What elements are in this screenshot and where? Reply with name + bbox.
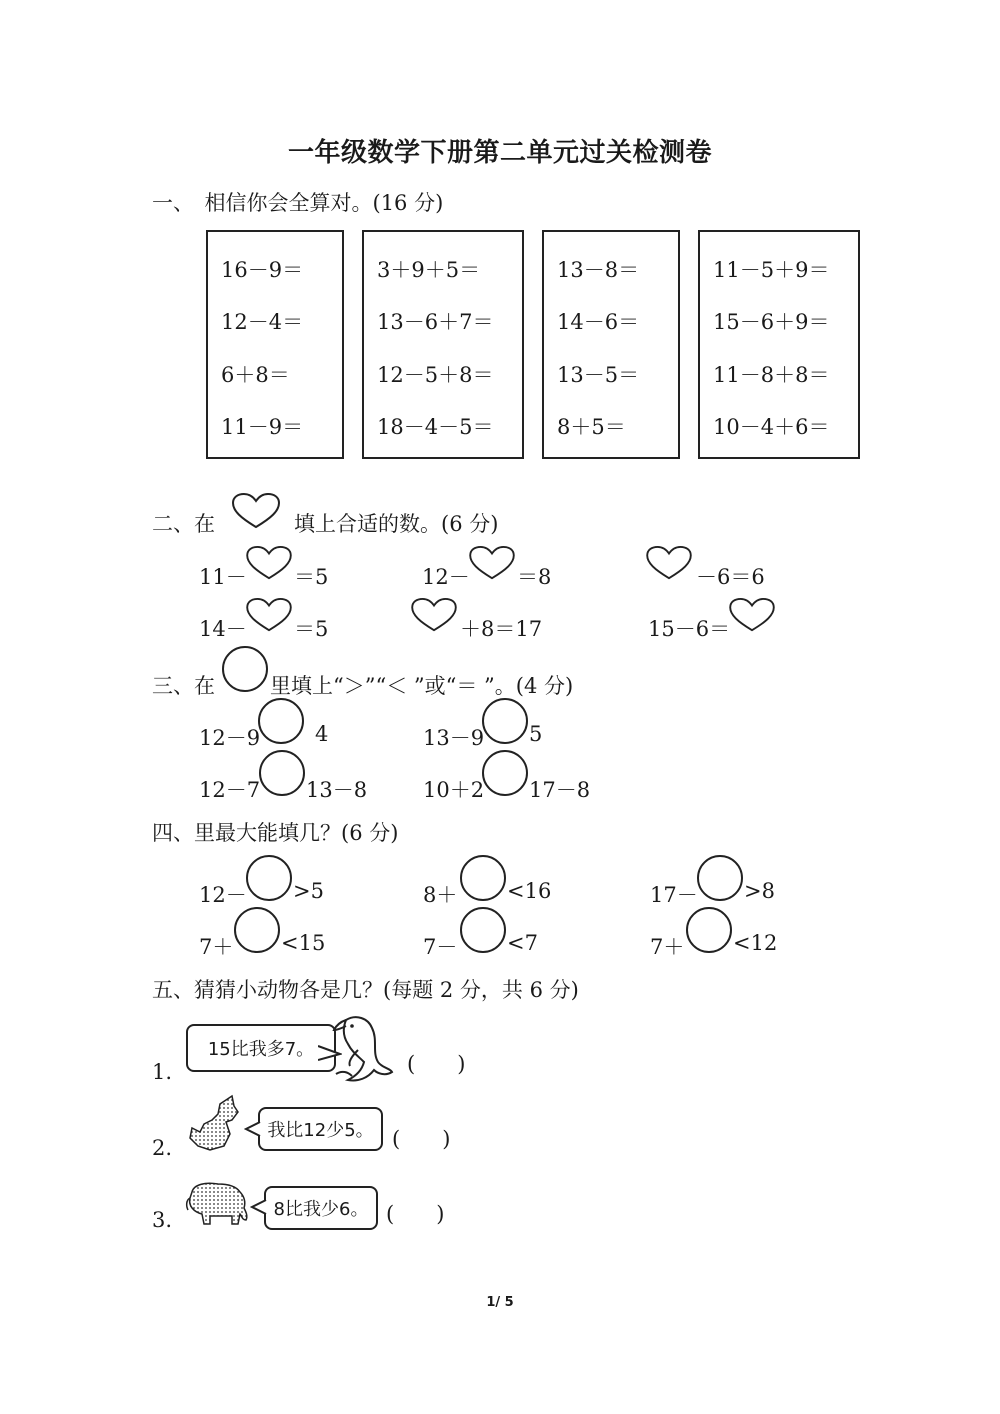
section-3-heading-pre: 三、在 bbox=[152, 674, 215, 698]
bubble-tail bbox=[250, 1198, 268, 1216]
expr-text: 13－9 bbox=[423, 726, 485, 750]
answer-circle[interactable] bbox=[697, 855, 743, 901]
heart-answer-icon[interactable] bbox=[410, 597, 458, 633]
section-2-heading-post: 填上合适的数。(6 分) bbox=[294, 512, 499, 536]
speech-bubble bbox=[186, 1024, 336, 1072]
speech-bubble bbox=[264, 1186, 378, 1230]
heart-answer-icon[interactable] bbox=[245, 597, 293, 633]
expr-text: 10＋2 bbox=[423, 778, 485, 802]
compare-circle[interactable] bbox=[482, 698, 528, 744]
problem: 16－9＝ bbox=[221, 258, 304, 282]
speech-text: 8比我少6。 bbox=[273, 1199, 369, 1220]
speech-bubble bbox=[258, 1107, 383, 1151]
heart-answer-icon[interactable] bbox=[468, 545, 516, 581]
problem: 13－8＝ bbox=[557, 258, 640, 282]
speech-text: 15比我多7。 bbox=[207, 1039, 315, 1060]
expr-text: 12－ bbox=[422, 565, 470, 589]
problem: 18－4－5＝ bbox=[377, 415, 494, 439]
expr-text: <7 bbox=[507, 931, 538, 955]
problem: 12－5＋8＝ bbox=[377, 363, 494, 387]
expr-text: 8＋ bbox=[423, 883, 458, 907]
expr-text: >5 bbox=[293, 879, 324, 903]
expr-text: <15 bbox=[281, 931, 326, 955]
problem: 11－9＝ bbox=[221, 415, 304, 439]
problem: 11－5＋9＝ bbox=[713, 258, 830, 282]
expr-text: ＝8 bbox=[517, 565, 552, 589]
speech-text: 我比12少5。 bbox=[267, 1120, 374, 1141]
problem: 11－8＋8＝ bbox=[713, 363, 830, 387]
compare-circle[interactable] bbox=[258, 698, 304, 744]
problem: 10－4＋6＝ bbox=[713, 415, 830, 439]
problem: 6＋8＝ bbox=[221, 363, 290, 387]
answer-blank[interactable]: ( ) bbox=[392, 1127, 451, 1151]
expr-text: 12－9 bbox=[199, 726, 261, 750]
fox-icon bbox=[186, 1094, 246, 1154]
expr-text: 12－ bbox=[199, 883, 247, 907]
answer-circle[interactable] bbox=[686, 907, 732, 953]
problem: 13－5＝ bbox=[557, 363, 640, 387]
item-number: 3. bbox=[152, 1208, 173, 1232]
expr-text: 4 bbox=[315, 722, 329, 746]
expr-text: 14－ bbox=[199, 617, 247, 641]
expr-text: 17－ bbox=[650, 883, 698, 907]
expr-text: ＋8＝17 bbox=[460, 617, 543, 641]
expr-text: 7＋ bbox=[650, 935, 685, 959]
problem: 3＋9＋5＝ bbox=[377, 258, 481, 282]
section-5-heading: 五、猜猜小动物各是几？(每题 2 分，共 6 分) bbox=[152, 978, 579, 1002]
expr-text: 17－8 bbox=[529, 778, 591, 802]
problem: 14－6＝ bbox=[557, 310, 640, 334]
section-1-heading: 一、 相信你会全算对。(16 分) bbox=[152, 191, 444, 215]
heart-answer-icon[interactable] bbox=[645, 545, 693, 581]
expr-text: <16 bbox=[507, 879, 552, 903]
problem: 12－4＝ bbox=[221, 310, 304, 334]
expr-text: 15－6＝ bbox=[648, 617, 731, 641]
expr-text: －6＝6 bbox=[696, 565, 765, 589]
expr-text: 13－8 bbox=[306, 778, 368, 802]
page-number: 1/ 5 bbox=[486, 1295, 514, 1310]
answer-circle[interactable] bbox=[234, 907, 280, 953]
item-number: 1. bbox=[152, 1060, 173, 1084]
dolphin-icon bbox=[328, 1012, 396, 1084]
heart-answer-icon[interactable] bbox=[245, 545, 293, 581]
item-number: 2. bbox=[152, 1136, 173, 1160]
expr-text: 11－ bbox=[199, 565, 247, 589]
expr-text: 5 bbox=[529, 722, 543, 746]
answer-circle[interactable] bbox=[246, 855, 292, 901]
expr-text: ＝5 bbox=[294, 617, 329, 641]
page-title: 一年级数学下册第二单元过关检测卷 bbox=[287, 138, 712, 168]
answer-blank[interactable]: ( ) bbox=[386, 1202, 445, 1226]
bubble-tail bbox=[244, 1120, 262, 1138]
compare-circle[interactable] bbox=[482, 750, 528, 796]
expr-text: >8 bbox=[744, 879, 775, 903]
expr-text: <12 bbox=[733, 931, 778, 955]
compare-circle[interactable] bbox=[259, 750, 305, 796]
answer-circle[interactable] bbox=[460, 855, 506, 901]
heart-icon bbox=[231, 492, 281, 530]
elephant-icon bbox=[184, 1178, 250, 1228]
answer-blank[interactable]: ( ) bbox=[407, 1052, 466, 1076]
expr-text: 7－ bbox=[423, 935, 458, 959]
expr-text: 12－7 bbox=[199, 778, 261, 802]
answer-circle[interactable] bbox=[460, 907, 506, 953]
problem-box-3 bbox=[542, 230, 680, 459]
problem-box-1 bbox=[206, 230, 344, 459]
problem-box-4 bbox=[698, 230, 860, 459]
heart-answer-icon[interactable] bbox=[728, 597, 776, 633]
problem: 8＋5＝ bbox=[557, 415, 626, 439]
problem: 15－6＋9＝ bbox=[713, 310, 830, 334]
problem-box-2 bbox=[362, 230, 524, 459]
expr-text: 7＋ bbox=[199, 935, 234, 959]
problem: 13－6＋7＝ bbox=[377, 310, 494, 334]
section-3-heading-post: 里填上“＞”“＜ ”或“＝ ”。(4 分) bbox=[270, 674, 574, 698]
expr-text: ＝5 bbox=[294, 565, 329, 589]
section-4-heading: 四、里最大能填几？(6 分) bbox=[152, 821, 399, 845]
circle-icon bbox=[222, 646, 268, 692]
section-2-heading-pre: 二、在 bbox=[152, 512, 215, 536]
